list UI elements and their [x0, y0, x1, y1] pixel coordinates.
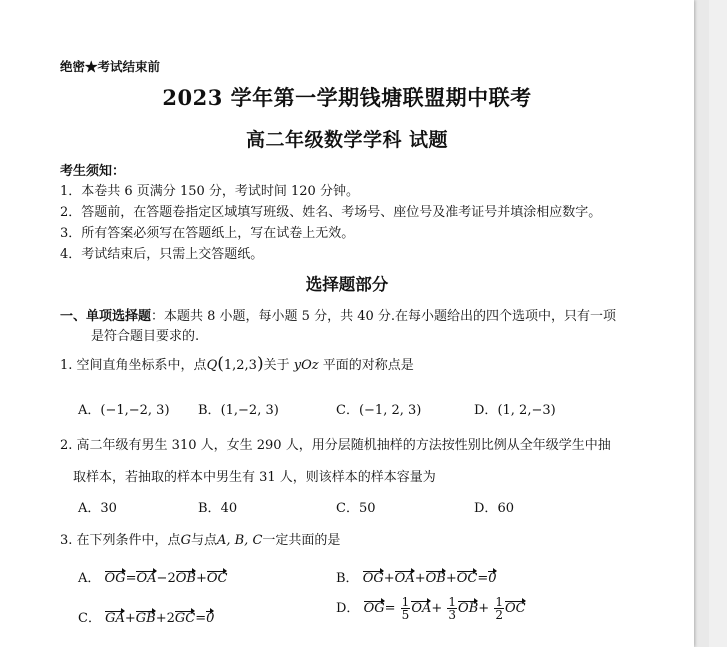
section-title: 选择题部分 [305, 275, 389, 294]
q1-option-c: C．(−1, 2, 3) [336, 403, 422, 418]
question-2-line-1: 2. 高二年级有男生 310 人，女生 290 人，用分层随机抽样的方法按性别比例从全年级学生中抽 [60, 438, 611, 453]
notice-item: 1．本卷共 6 页满分 150 分，考试时间 120 分钟。 [60, 184, 359, 199]
confidential-label: 绝密★考试结束前 [60, 59, 161, 74]
notice-heading: 考生须知： [60, 164, 126, 179]
q3-post: 一定共面的是 [262, 533, 341, 548]
q3-points: A, B, C [216, 533, 263, 548]
q3-option-d: D． OG= $\frac{1}{5}$ OA+ $\frac{1}{3}$ OB+ $\frac{1}{2}$ OC [336, 595, 526, 622]
q1-plane: yOz [293, 358, 319, 373]
q1-post: 平面的对称点是 [322, 358, 414, 373]
part-instructions [60, 305, 616, 324]
part-label: 一、单项选择题 [60, 309, 152, 324]
q2-option-d: D．60 [474, 501, 514, 516]
notice-item: 4．考试结束后，只需上交答题纸。 [60, 247, 264, 262]
q1-mid: 关于 [263, 358, 290, 373]
q1-option-d: D．(1, 2,−3) [474, 403, 556, 418]
q1-point-name: Q [206, 358, 218, 373]
q3-mid: 与点 [190, 533, 217, 548]
part-desc: ：本题共 8 小题，每小题 5 分，共 40 分.在每小题给出的四个选项中，只有一项 [151, 309, 617, 324]
q2-option-b: B．40 [198, 501, 238, 516]
exam-title: 2023 学年第一学期钱塘联盟期中联考 [162, 85, 532, 110]
q2-option-a: A．30 [78, 501, 117, 516]
q1-pre: 空间直角坐标系中，点 [76, 358, 207, 373]
q1-option-b: B．(1,−2, 3) [198, 403, 279, 418]
part-desc-cont: 是符合题目要求的. [91, 329, 200, 344]
q3-option-b: B． OG+OA+OB+OC=0 [336, 571, 497, 586]
notice-item: 3．所有答案必须写在答题纸上，写在试卷上无效。 [60, 226, 355, 241]
q1-number: 1. [60, 358, 73, 373]
notice-item: 2．答题前，在答题卷指定区域填写班级、姓名、考场号、座位号及准考证号并填涂相应数字。 [60, 205, 602, 220]
question-3 [60, 529, 340, 548]
q3-option-a: A． OG=OA−2OB+OC [78, 571, 228, 586]
vertical-scrollbar[interactable] [709, 0, 727, 647]
q1-point-coords: 1,2,3 [223, 358, 257, 373]
q2-option-c: C．50 [336, 501, 376, 516]
question-2-line-2: 取样本，若抽取的样本中男生有 31 人，则该样本的样本容量为 [73, 470, 436, 485]
q3-number: 3. [60, 533, 73, 548]
q1-option-a: A．(−1,−2, 3) [78, 403, 170, 418]
q3-option-c: C． GA+GB+2GC=0 [78, 611, 215, 626]
fraction: $\frac{1}{5}$ [401, 595, 410, 622]
q3-pre: 在下列条件中，点 [76, 533, 181, 548]
exam-subtitle: 高二年级数学学科 试题 [245, 129, 449, 151]
q3-point-g: G [180, 533, 191, 548]
fraction: $\frac{1}{3}$ [448, 595, 457, 622]
fraction: $\frac{1}{2}$ [495, 595, 503, 622]
question-1: 1. 空间直角坐标系中，点Q(1,2,3)关于 yOz 平面的对称点是 [60, 354, 414, 374]
